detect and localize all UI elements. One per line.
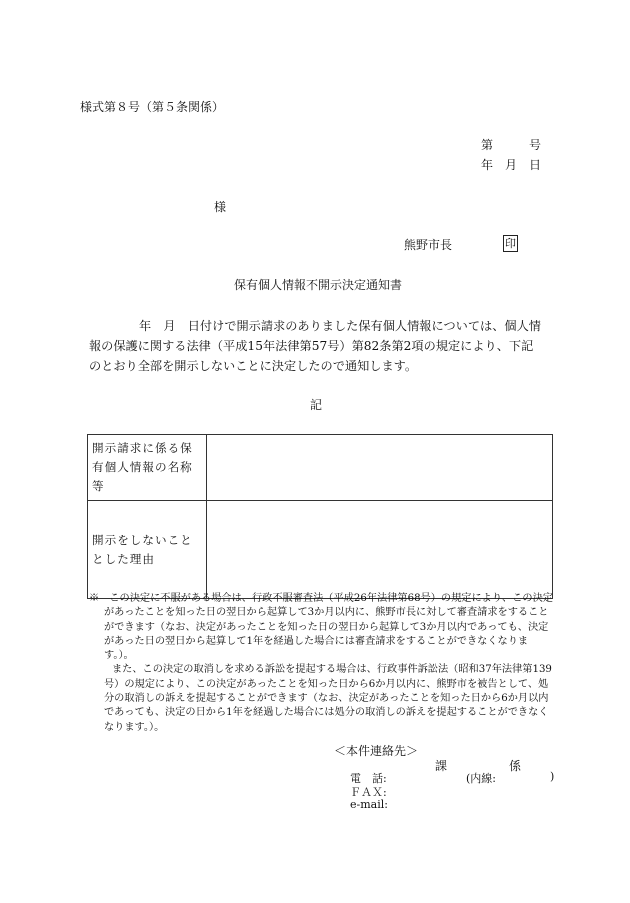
info-table (87, 434, 553, 599)
extension-close: ) (550, 770, 555, 783)
sender-name: 熊野市長 (404, 238, 453, 252)
table-row (88, 501, 553, 599)
phone-label: 電 話: (350, 772, 387, 785)
date-year: 年 (481, 158, 494, 172)
document-number-prefix: 第 (481, 138, 494, 152)
document-title: 保有個人情報不開示決定通知書 (234, 278, 403, 292)
email-label: e-mail: (350, 798, 388, 811)
table-label-reason: 開示をしないこととした理由 (88, 501, 207, 599)
date-month: 月 (505, 158, 518, 172)
note-paragraph-2: また、この決定の取消しを求める訴訟を提起する場合は、行政事件訴訟法（昭和37年法律第139号）の規定により、この決定があったことを知った日から6か月以内に、熊野市を被告として、処分の取消しの訴えを提起することができます（なお、決定があったことを知った日から6か月以内であっても、決定の日から1年を経過した場合には処分の取消しの訴えを提起することができなくなります。）。 (104, 664, 552, 733)
table-row (88, 435, 553, 501)
body-paragraph (89, 316, 545, 376)
ki-heading: 記 (310, 398, 323, 412)
table-value-reason (207, 501, 553, 599)
body-paragraph-text: 年 月 日付けで開示請求のありました保有個人情報については、個人情報の保護に関する法律（平成15年法律第57号）第82条第2項の規定により、下記のとおり全部を開示しないことに決定したので通知します。 (89, 319, 541, 373)
form-number: 様式第８号（第５条関係） (80, 100, 225, 114)
extension-label: (内線: (466, 772, 496, 785)
note-mark: ※ (89, 593, 100, 604)
note-paragraph-1 (89, 592, 555, 663)
contact-kakari: 係 (509, 759, 522, 773)
table-value-requested-info (207, 435, 553, 501)
date-day: 日 (529, 158, 542, 172)
contact-ka: 課 (435, 759, 448, 773)
fax-label: ＦＡＸ: (350, 786, 387, 799)
appeal-note (89, 592, 555, 735)
note-paragraph-1-text: この決定に不服がある場合は、行政不服審査法（平成26年法律第68号）の規定により、この決定があったことを知った日の翌日から起算して3か月以内に、熊野市長に対して審査請求をすることができます（なお、決定があったことを知った日の翌日から起算して3か月以内であっても、決定があった日の翌日から起算して1年を経過した場合には審査請求をすることができなくなります。）。 (104, 593, 553, 662)
contact-heading: ＜本件連絡先＞ (334, 744, 419, 758)
addressee-suffix: 様 (214, 200, 227, 214)
table-label-requested-info: 開示請求に係る保有個人情報の名称等 (88, 435, 207, 501)
document-number-suffix: 号 (529, 138, 542, 152)
seal-mark: 印 (505, 237, 516, 250)
